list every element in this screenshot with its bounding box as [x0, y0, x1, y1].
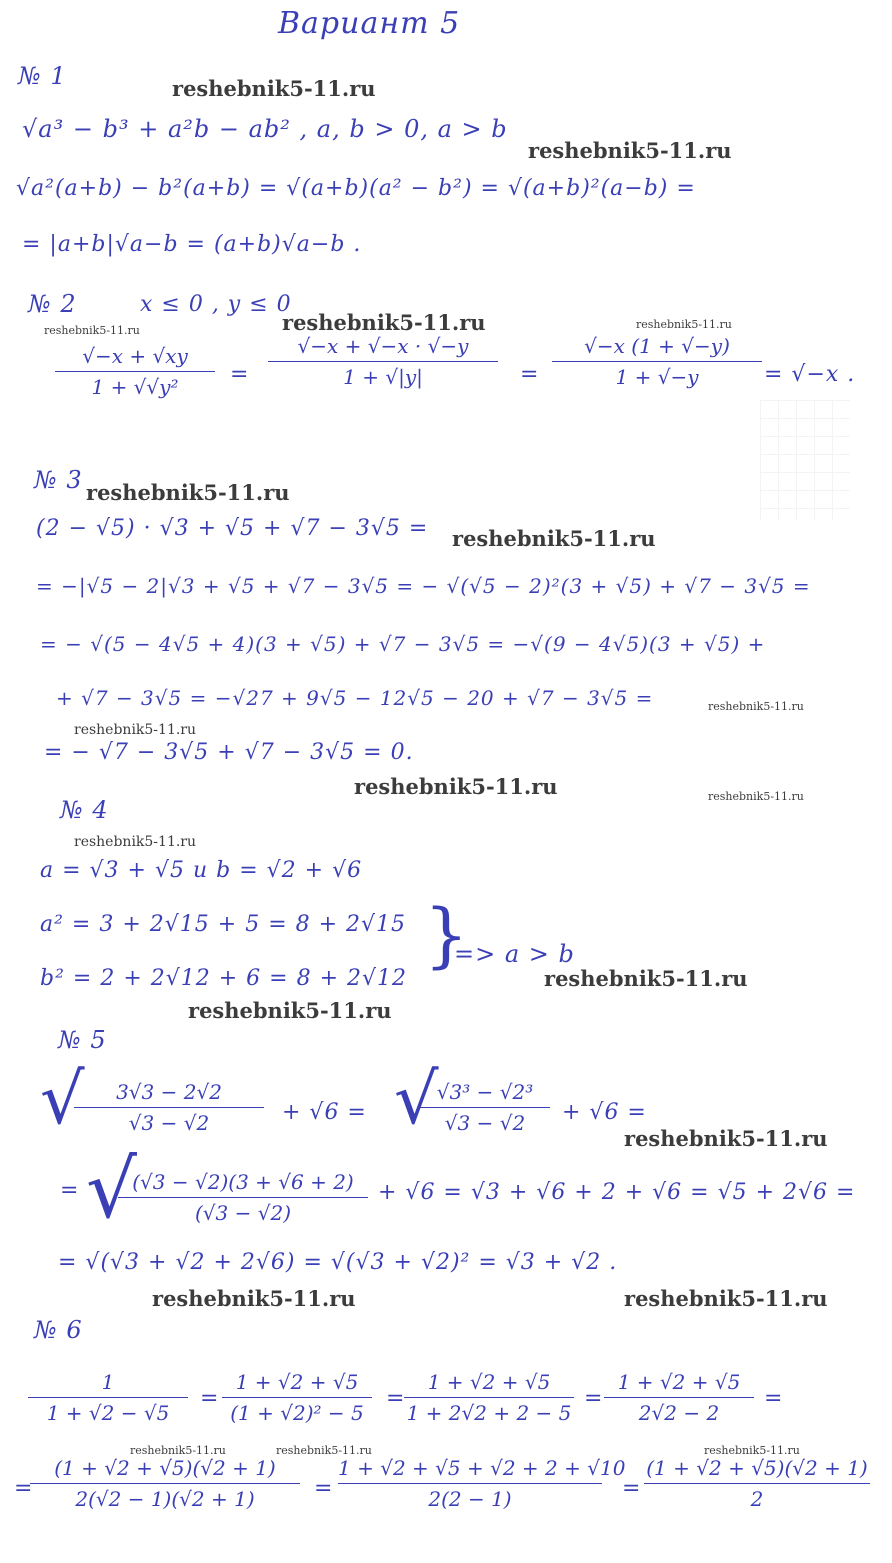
problem-6-fraction-d: [604, 1370, 754, 1425]
watermark: reshebnik5-11.ru: [276, 1444, 372, 1457]
watermark: reshebnik5-11.ru: [282, 310, 486, 335]
watermark: reshebnik5-11.ru: [74, 722, 197, 738]
fraction-bar: [55, 371, 215, 372]
watermark: reshebnik5-11.ru: [708, 790, 804, 803]
watermark: reshebnik5-11.ru: [130, 1444, 226, 1457]
watermark: reshebnik5-11.ru: [86, 480, 290, 505]
watermark: reshebnik5-11.ru: [44, 324, 140, 337]
problem-1-line-3: = |a+b|√a−b = (a+b)√a−b .: [22, 232, 362, 257]
problem-6-fraction-g: [644, 1456, 870, 1511]
radical-sign: √: [40, 1058, 86, 1140]
equals-sign: =: [622, 1476, 642, 1501]
background-grid: [760, 400, 850, 520]
problem-5-term-1: + √6 =: [282, 1100, 367, 1125]
fraction-bar: [552, 361, 762, 362]
fraction-bar: [420, 1107, 550, 1108]
equals-sign: =: [314, 1476, 334, 1501]
brace: }: [424, 894, 470, 976]
denominator: 1 + 2√2 + 2 − 5: [406, 1401, 572, 1425]
problem-4-label: № 4: [60, 796, 109, 824]
problem-6-fraction-a: [28, 1370, 188, 1425]
numerator: 1 + √2 + √5: [427, 1370, 551, 1394]
numerator: (√3 − √2)(3 + √6 + 2): [132, 1170, 354, 1194]
watermark: reshebnik5-11.ru: [528, 138, 732, 163]
problem-1-label: № 1: [18, 62, 67, 90]
watermark: reshebnik5-11.ru: [704, 1444, 800, 1457]
problem-1-line-2: √a²(a+b) − b²(a+b) = √(a+b)(a² − b²) = √(a+b)²(a−b) =: [16, 176, 696, 201]
fraction-bar: [268, 361, 498, 362]
watermark: reshebnik5-11.ru: [636, 318, 732, 331]
problem-2-condition: x ≤ 0 , y ≤ 0: [140, 292, 292, 317]
fraction-bar: [338, 1483, 602, 1484]
watermark: reshebnik5-11.ru: [152, 1286, 356, 1311]
problem-5-line-4: = √(√3 + √2 + 2√6) = √(√3 + √2)² = √3 + √2 .: [58, 1250, 618, 1275]
problem-3-line-3: = − √(5 − 4√5 + 4)(3 + √5) + √7 − 3√5 = −√(9 − 4√5)(3 + √5) +: [40, 632, 766, 656]
problem-5-fraction-3: [118, 1170, 368, 1225]
problem-4-line-2: a² = 3 + 2√15 + 5 = 8 + 2√15: [40, 912, 407, 937]
problem-6-fraction-e: [30, 1456, 300, 1511]
fraction-bar: [30, 1483, 300, 1484]
fraction-bar: [28, 1397, 188, 1398]
numerator: √−x + √−x · √−y: [297, 334, 469, 358]
numerator: (1 + √2 + √5)(√2 + 1): [646, 1456, 868, 1480]
problem-6-label: № 6: [34, 1316, 83, 1344]
numerator: √3³ − √2³: [436, 1080, 534, 1104]
denominator: 1 + √−y: [615, 365, 699, 389]
fraction-bar: [604, 1397, 754, 1398]
watermark: reshebnik5-11.ru: [624, 1286, 828, 1311]
numerator: 1: [101, 1370, 115, 1394]
problem-3-line-4: + √7 − 3√5 = −√27 + 9√5 − 12√5 − 20 + √7 − 3√5 =: [56, 686, 654, 710]
equals-sign: =: [60, 1178, 80, 1203]
numerator: 3√3 − 2√2: [116, 1080, 222, 1104]
denominator: (1 + √2)² − 5: [230, 1401, 364, 1425]
numerator: (1 + √2 + √5)(√2 + 1): [54, 1456, 276, 1480]
numerator: √−x (1 + √−y): [584, 334, 730, 358]
problem-2-label: № 2: [28, 290, 77, 318]
problem-2-fraction-2: [268, 334, 498, 389]
equals-sign: =: [14, 1476, 34, 1501]
problem-1-line-1: √a³ − b³ + a²b − ab² , a, b > 0, a > b: [22, 115, 508, 143]
problem-5-fraction-1: [74, 1080, 264, 1135]
problem-5-term-2: + √6 =: [562, 1100, 647, 1125]
denominator: 2: [750, 1487, 764, 1511]
fraction-bar: [118, 1197, 368, 1198]
watermark: reshebnik5-11.ru: [708, 700, 804, 713]
page-title: Вариант 5: [278, 6, 461, 41]
fraction-bar: [222, 1397, 372, 1398]
problem-4-result: => a > b: [454, 940, 575, 968]
problem-2-fraction-1: [55, 344, 215, 399]
radical-sign: √: [394, 1058, 440, 1140]
problem-6-fraction-f: [338, 1456, 626, 1511]
problem-5-fraction-2: [420, 1080, 550, 1135]
watermark: reshebnik5-11.ru: [188, 998, 392, 1023]
problem-3-line-2: = −|√5 − 2|√3 + √5 + √7 − 3√5 = − √(√5 − 2)²(3 + √5) + √7 − 3√5 =: [36, 574, 811, 598]
denominator: 2√2 − 2: [638, 1401, 720, 1425]
problem-5-label: № 5: [58, 1026, 107, 1054]
problem-5-term-3: + √6 = √3 + √6 + 2 + √6 = √5 + 2√6 =: [378, 1180, 856, 1205]
watermark: reshebnik5-11.ru: [544, 966, 748, 991]
watermark: reshebnik5-11.ru: [74, 834, 197, 850]
denominator: (√3 − √2): [194, 1201, 291, 1225]
numerator: √−x + √xy: [82, 344, 188, 368]
problem-3-label: № 3: [34, 466, 83, 494]
denominator: 2(√2 − 1)(√2 + 1): [75, 1487, 255, 1511]
equals-sign: =: [584, 1386, 604, 1411]
problem-2-result: = √−x .: [764, 362, 856, 387]
denominator: 1 + √|y|: [343, 365, 423, 389]
problem-6-fraction-b: [222, 1370, 372, 1425]
equals-sign: =: [230, 362, 250, 387]
problem-2-fraction-3: [552, 334, 762, 389]
watermark: reshebnik5-11.ru: [172, 76, 376, 101]
denominator: 1 + √√y²: [91, 375, 179, 399]
equals-sign: =: [764, 1386, 784, 1411]
denominator: √3 − √2: [444, 1111, 526, 1135]
equals-sign: =: [520, 362, 540, 387]
equals-sign: =: [200, 1386, 220, 1411]
problem-3-line-1: (2 − √5) · √3 + √5 + √7 − 3√5 =: [36, 516, 429, 541]
problem-3-line-5: = − √7 − 3√5 + √7 − 3√5 = 0.: [44, 740, 414, 765]
watermark: reshebnik5-11.ru: [354, 774, 558, 799]
numerator: 1 + √2 + √5 + √2 + 2 + √10: [338, 1456, 626, 1480]
numerator: 1 + √2 + √5: [235, 1370, 359, 1394]
fraction-bar: [404, 1397, 574, 1398]
denominator: 1 + √2 − √5: [46, 1401, 170, 1425]
problem-4-line-1: a = √3 + √5 и b = √2 + √6: [40, 858, 363, 883]
denominator: 2(2 − 1): [428, 1487, 512, 1511]
fraction-bar: [74, 1107, 264, 1108]
denominator: √3 − √2: [128, 1111, 210, 1135]
numerator: 1 + √2 + √5: [617, 1370, 741, 1394]
radical-sign: √: [86, 1143, 138, 1236]
problem-6-fraction-c: [404, 1370, 574, 1425]
fraction-bar: [644, 1483, 870, 1484]
problem-4-line-3: b² = 2 + 2√12 + 6 = 8 + 2√12: [40, 966, 408, 991]
equals-sign: =: [386, 1386, 406, 1411]
watermark: reshebnik5-11.ru: [624, 1126, 828, 1151]
watermark: reshebnik5-11.ru: [452, 526, 656, 551]
